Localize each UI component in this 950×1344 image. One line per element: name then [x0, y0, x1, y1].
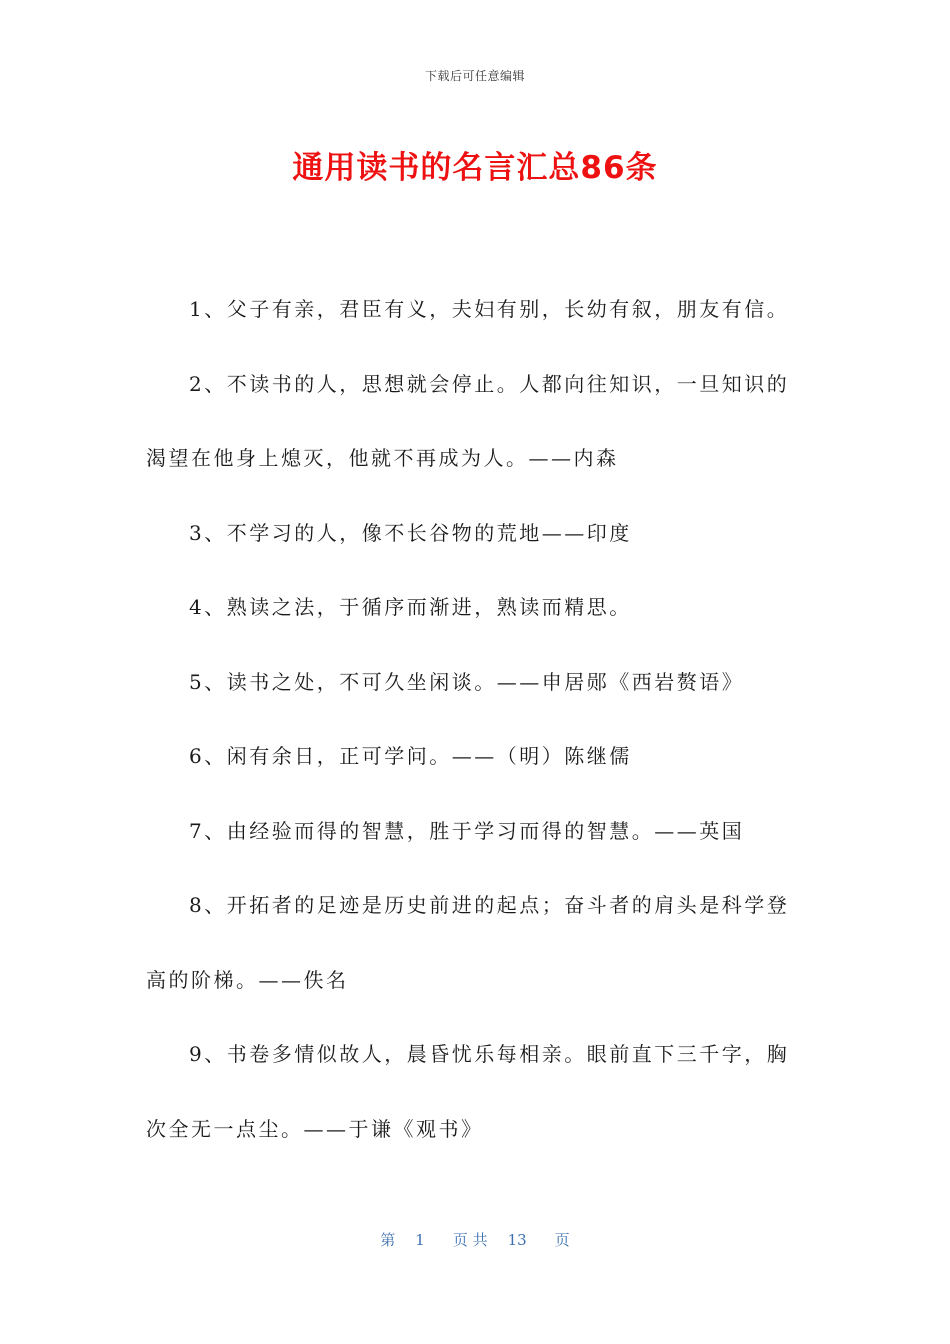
quote-paragraph-3: 3、不学习的人，像不长谷物的荒地——印度	[189, 520, 632, 545]
quote-paragraph-1: 1、父子有亲，君臣有义，夫妇有别，长幼有叙，朋友有信。	[189, 297, 790, 321]
quote-paragraph-4: 4、熟读之法，于循序而渐进，熟读而精思。	[189, 595, 632, 619]
quote-paragraph-9: 9、书卷多情似故人，晨昏忧乐每相亲。眼前直下三千字，胸次全无一点尘。——于谦《观书》	[146, 1042, 790, 1141]
quote-paragraph-2: 2、不读书的人，思想就会停止。人都向往知识，一旦知识的渴望在他身上熄灭，他就不再成为人。——内森	[146, 371, 790, 470]
header-note: 下载后可任意编辑	[424, 69, 525, 83]
quote-paragraph-7: 7、由经验而得的智慧，胜于学习而得的智慧。——英国	[189, 818, 745, 843]
document-title: 通用读书的名言汇总86条	[292, 150, 658, 186]
page-prefix: 第	[380, 1231, 396, 1249]
document-body	[146, 272, 806, 1166]
page-middle-text: 页 共	[452, 1231, 488, 1249]
page-current-number: 1	[415, 1231, 425, 1249]
quote-paragraph-8: 8、开拓者的足迹是历史前进的起点；奋斗者的肩头是科学登高的阶梯。——佚名	[146, 893, 790, 992]
page-total-number: 13	[507, 1231, 527, 1249]
page-suffix: 页	[554, 1231, 570, 1249]
quote-paragraph-6: 6、闲有余日，正可学问。——（明）陈继儒	[189, 744, 632, 768]
quote-paragraph-5: 5、读书之处，不可久坐闲谈。——申居郧《西岩赘语》	[189, 669, 745, 694]
page-footer	[0, 1229, 950, 1250]
